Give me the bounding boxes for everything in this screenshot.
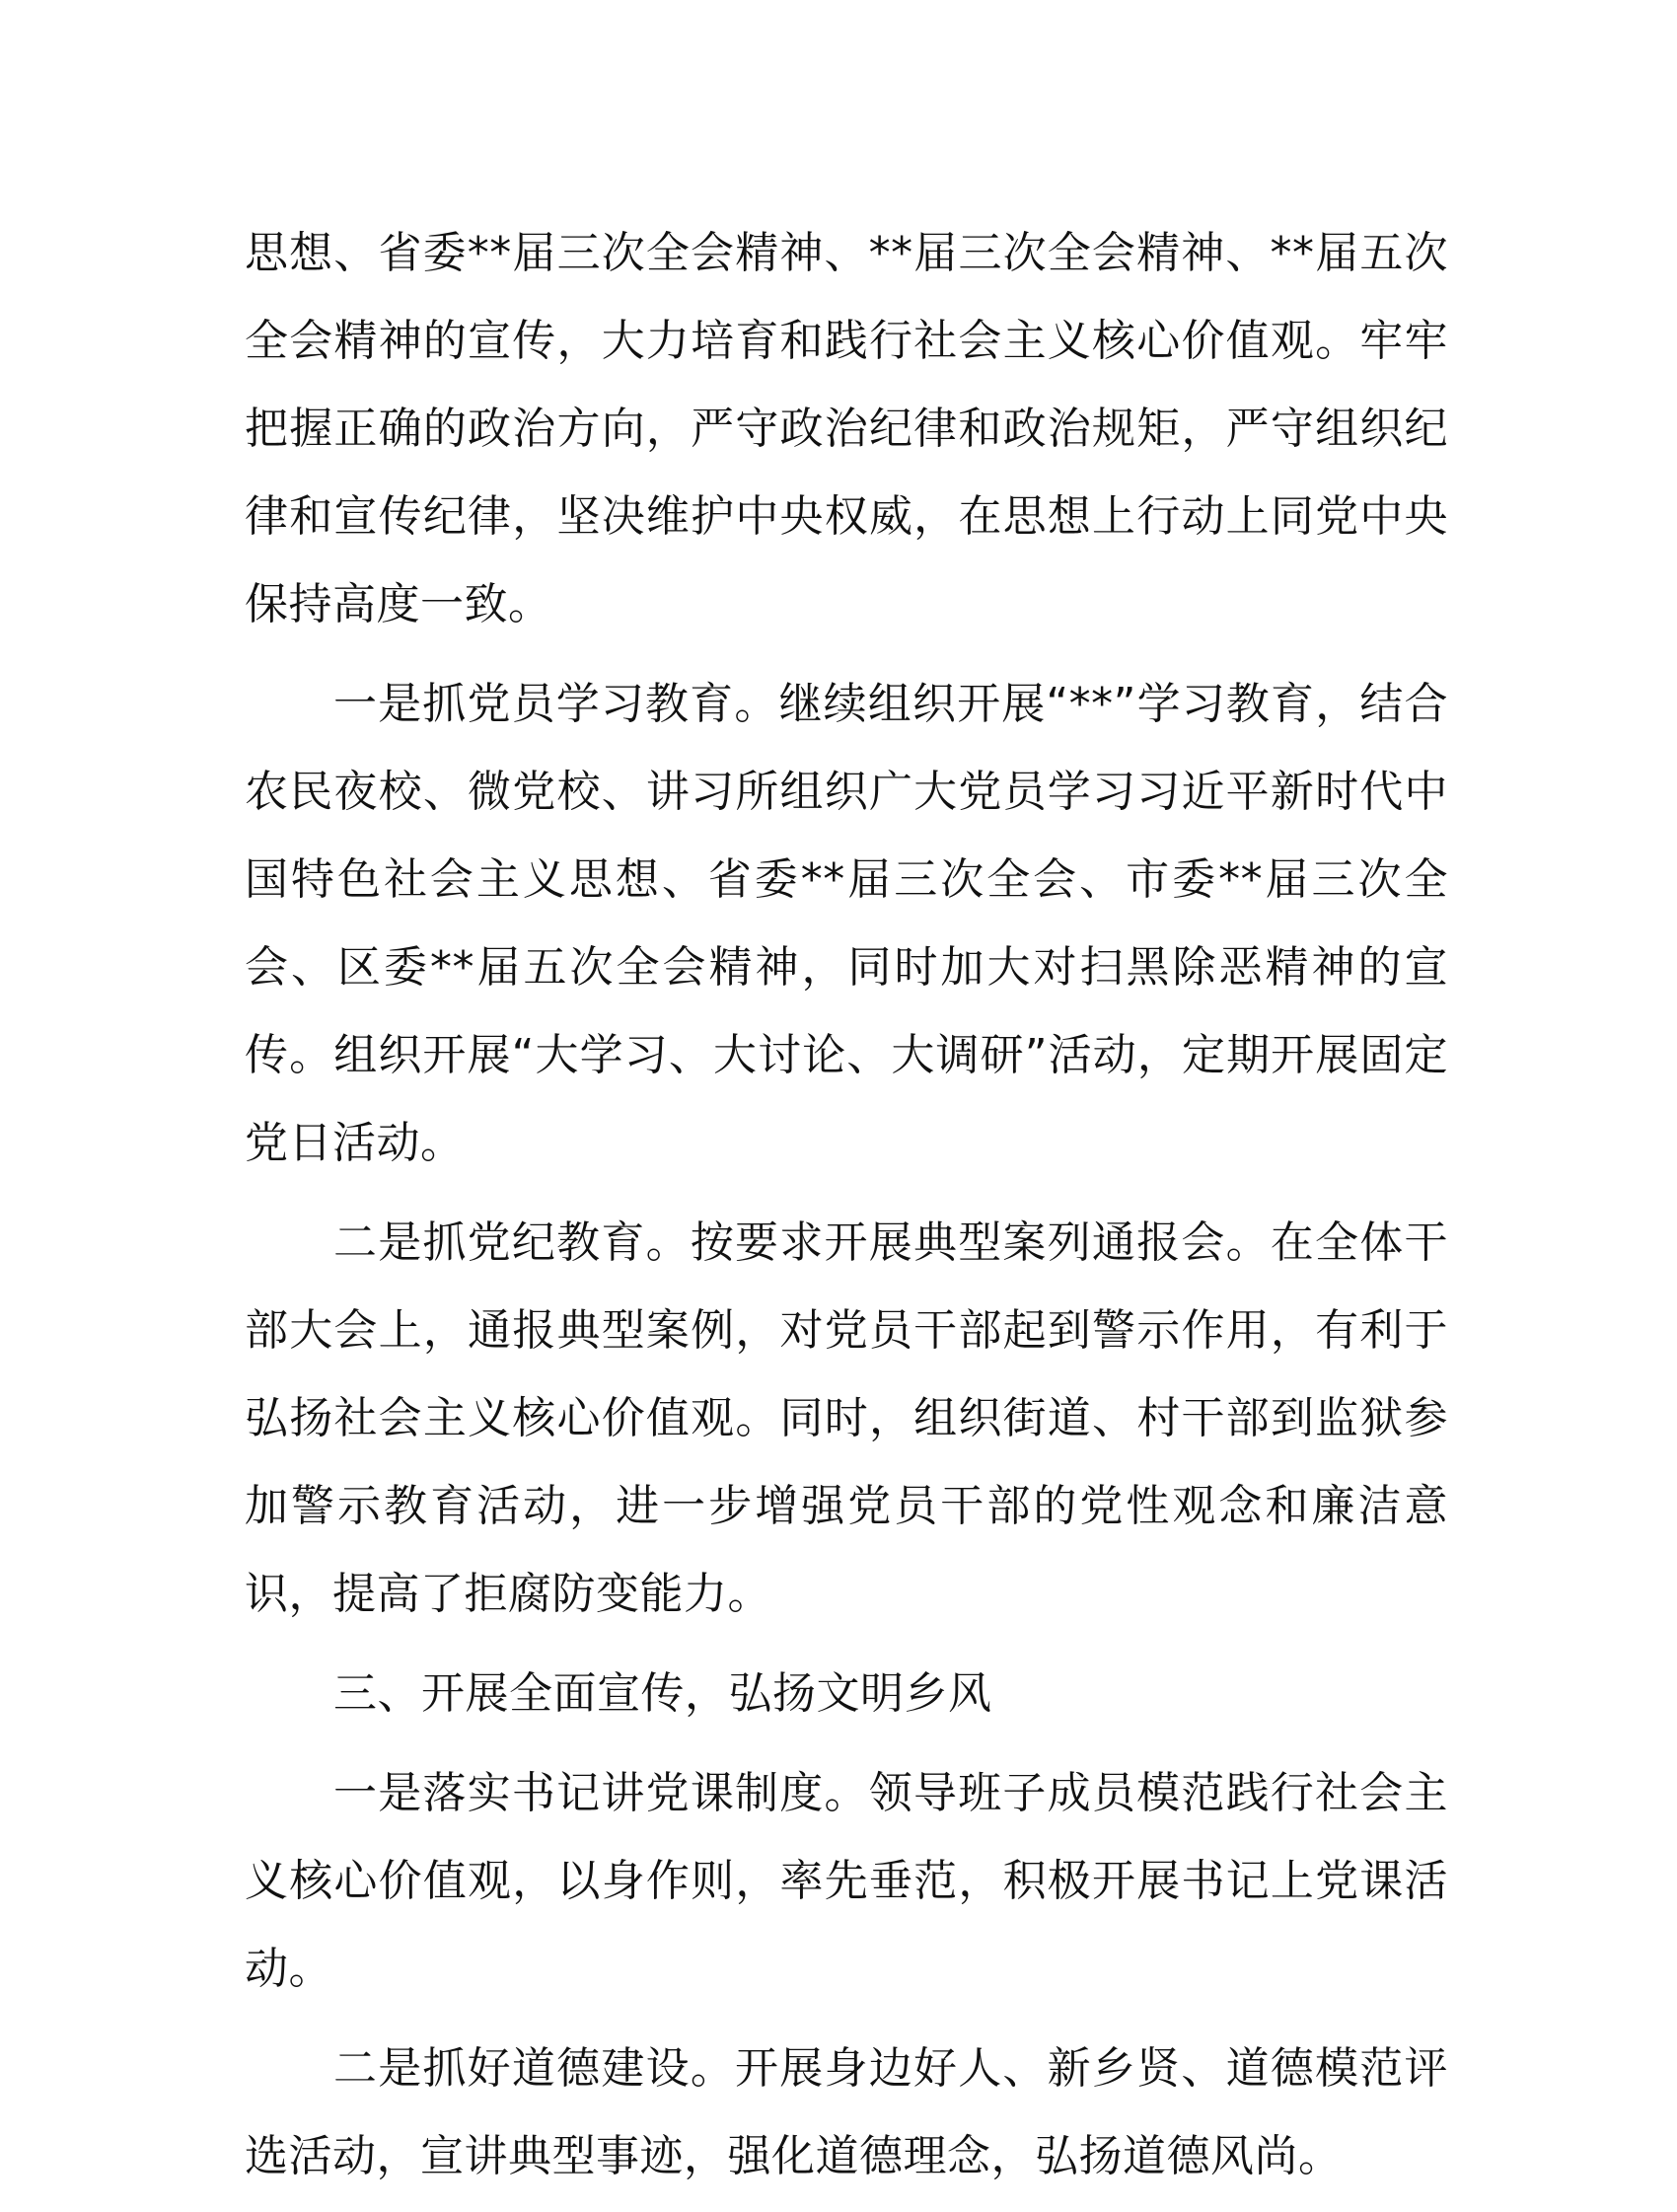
section-heading-propaganda: 三、开展全面宣传，弘扬文明乡风: [333, 1668, 992, 1719]
paragraph-party-member-study: 一是抓党员学习教育。继续组织开展“**”学习教育，结合农民夜校、微党校、讲习所组织广大党员学习习近平新时代中国特色社会主义思想、省委**届三次全会、市委**届三次全会、区委**届五次全会精神，同时加大对扫黑除恶精神的宣传。组织开展“大学习、大讨论、大调研”活动，定期开展固定党日活动。: [245, 679, 1448, 1168]
paragraph-party-discipline: 二是抓党纪教育。按要求开展典型案列通报会。在全体干部大会上，通报典型案例，对党员干部起到警示作用，有利于弘扬社会主义核心价值观。同时，组织街道、村干部到监狱参加警示教育活动，进一步增强党员干部的党性观念和廉洁意识，提高了拒腐防变能力。: [245, 1217, 1448, 1619]
document-body: [245, 209, 1448, 2212]
paragraph-continuation: 思想、省委**届三次全会精神、**届三次全会精神、**届五次全会精神的宣传，大力培育和践行社会主义核心价值观。牢牢把握正确的政治方向，严守政治纪律和政治规矩，严守组织纪律和宣传纪律，坚决维护中央权威，在思想上行动上同党中央保持高度一致。: [245, 228, 1448, 629]
paragraph-moral-construction: 二是抓好道德建设。开展身边好人、新乡贤、道德模范评选活动，宣讲典型事迹，强化道德理念，弘扬道德风尚。: [245, 2043, 1448, 2181]
paragraph-party-lecture: 一是落实书记讲党课制度。领导班子成员模范践行社会主义核心价值观，以身作则，率先垂范，积极开展书记上党课活动。: [245, 1768, 1448, 1994]
